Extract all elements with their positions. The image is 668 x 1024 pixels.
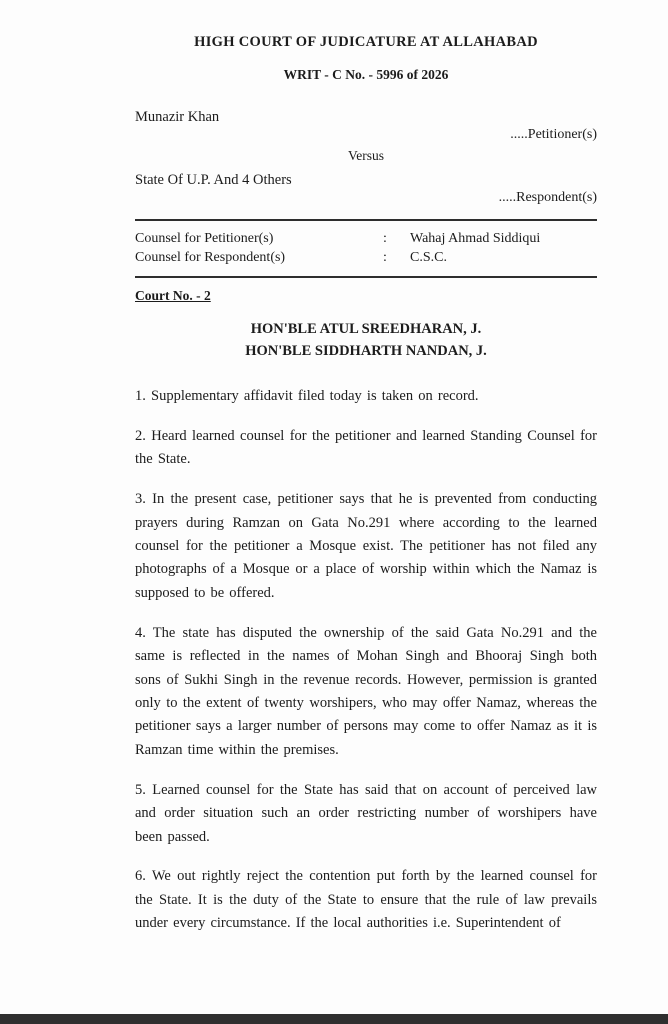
- case-number: WRIT - C No. - 5996 of 2026: [283, 67, 449, 82]
- counsel-petitioner-value: Wahaj Ahmad Siddiqui: [410, 231, 541, 246]
- counsel-row-respondent: [135, 249, 597, 268]
- judges-block: [135, 318, 597, 362]
- order-paragraph-4: 4. The state has disputed the ownership of the said Gata No.291 and the same is reflected in the names of Mohan Singh and Bhooraj Singh both sons of Sukhi Singh in the revenue records. However, permission is granted only to the extent of twenty worshipers, who may offer Namaz, whereas the petitioner says a larger number of persons may come to offer Namaz as it is Ramzan time within the premises.: [135, 624, 597, 758]
- respondent-label: .....Respondent(s): [498, 190, 597, 205]
- court-number: Court No. - 2: [135, 288, 211, 303]
- petitioner-label: .....Petitioner(s): [510, 127, 597, 142]
- counsel-petitioner-separator: :: [383, 231, 387, 246]
- separator-rule-top: [135, 219, 597, 221]
- separator-rule-bottom: [135, 276, 597, 278]
- order-paragraph-3: 3. In the present case, petitioner says that he is prevented from conducting prayers during Ramzan on Gata No.291 where according to the learned counsel for the petitioner a Mosque exist. The petitioner has not filed any photographs of a Mosque or a place of worship within which the Namaz is supposed to be offered.: [135, 491, 597, 601]
- petitioner-name: Munazir Khan: [135, 109, 220, 125]
- order-paragraph-1: 1. Supplementary affidavit filed today is taken on record.: [135, 388, 479, 404]
- counsel-row-petitioner: [135, 230, 597, 249]
- order-paragraph-2: 2. Heard learned counsel for the petitioner and learned Standing Counsel for the State.: [135, 427, 597, 468]
- court-title: HIGH COURT OF JUDICATURE AT ALLAHABAD: [194, 34, 538, 50]
- order-body: [135, 385, 597, 936]
- parties-block: [135, 109, 597, 206]
- order-paragraph-5: 5. Learned counsel for the State has said that on account of perceived law and order situation such an order restricting number of worshipers have been passed.: [135, 781, 597, 845]
- bottom-toolbar-bar: [0, 1014, 668, 1024]
- counsel-respondent-label: Counsel for Respondent(s): [135, 249, 286, 265]
- counsel-block: [135, 230, 597, 267]
- versus-label: Versus: [348, 148, 384, 163]
- judge-name-1: HON'BLE ATUL SREEDHARAN, J.: [250, 321, 482, 337]
- judge-name-2: HON'BLE SIDDHARTH NANDAN, J.: [245, 343, 487, 359]
- counsel-respondent-value: C.S.C.: [410, 249, 447, 265]
- respondent-name: State Of U.P. And 4 Others: [135, 172, 292, 188]
- order-paragraph-6: 6. We out rightly reject the contention put forth by the learned counsel for the State. It is the duty of the State to ensure that the rule of law prevails under every circumstance. If the local authorities i.e. Superintendent of: [135, 868, 597, 932]
- counsel-respondent-separator: :: [383, 249, 387, 265]
- counsel-petitioner-label: Counsel for Petitioner(s): [135, 231, 274, 246]
